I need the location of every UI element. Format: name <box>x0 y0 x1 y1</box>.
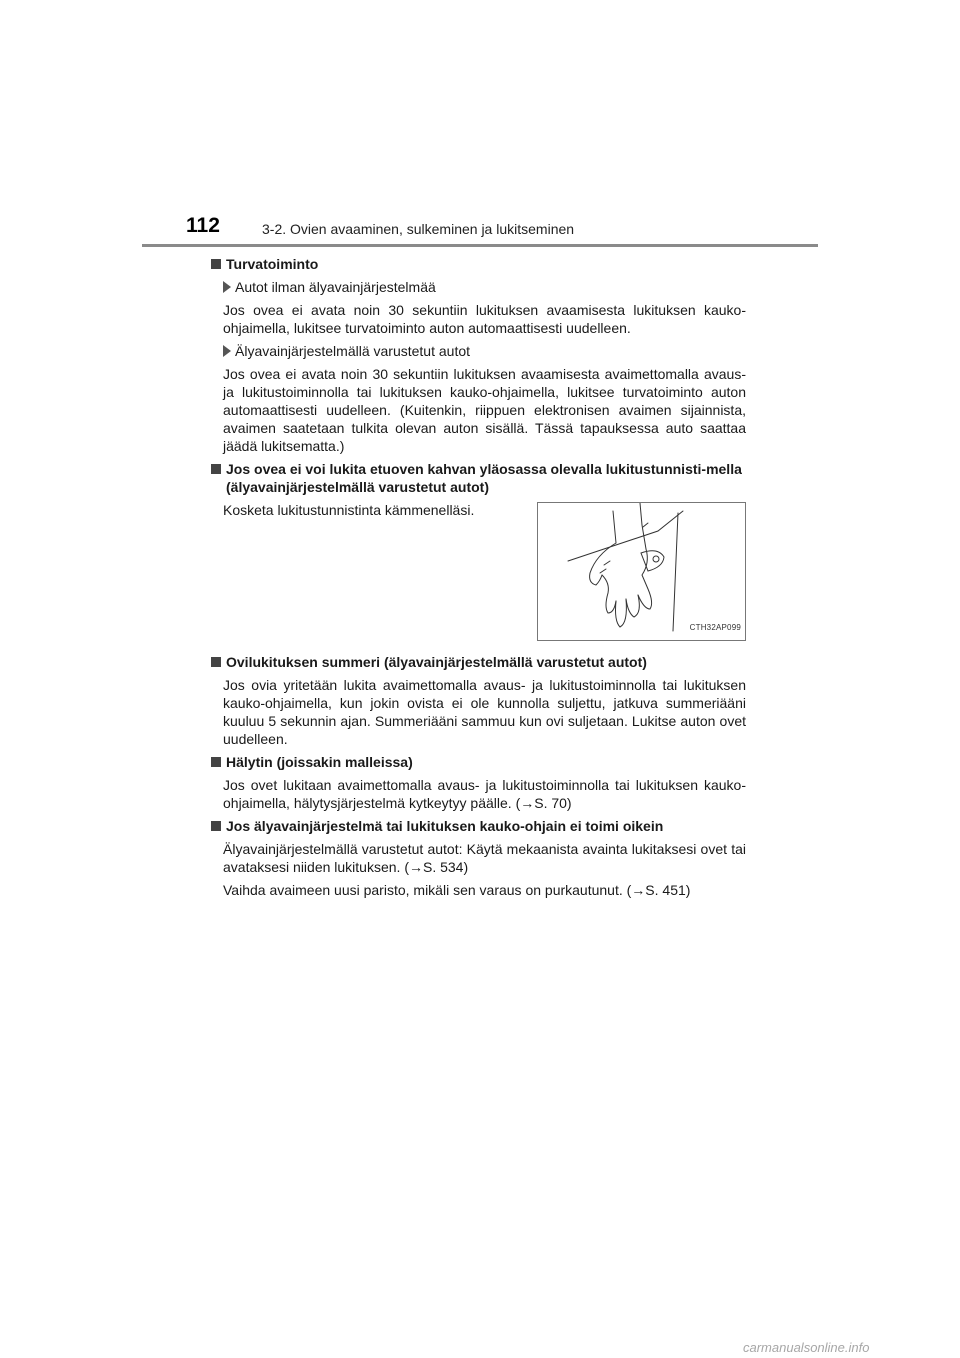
page-content <box>210 255 746 904</box>
triangle-bullet-icon <box>223 281 231 293</box>
triangle-bullet-icon <box>223 345 231 357</box>
square-bullet-icon <box>211 657 221 667</box>
section-halytin <box>210 753 746 812</box>
heading-text: Hälytin (joissakin malleissa) <box>226 754 413 770</box>
square-bullet-icon <box>211 464 221 474</box>
page-number: 112 <box>186 214 220 237</box>
heading-text: Ovilukituksen summeri (älyavainjärjestelmällä varustetut autot) <box>226 654 647 670</box>
heading-text: Jos älyavainjärjestelmä tai lukituksen kauko-ohjain ei toimi oikein <box>226 818 664 834</box>
subsection-label <box>223 278 746 296</box>
chapter-title: 3-2. Ovien avaaminen, sulkeminen ja lukitseminen <box>262 221 575 237</box>
subsection-label-text: Autot ilman älyavainjärjestelmää <box>235 279 436 295</box>
section-turvatoiminto <box>210 255 746 455</box>
section-summeri <box>210 653 746 748</box>
paragraph: Kosketa lukitustunnistinta kämmenelläsi. <box>223 502 475 518</box>
section-lukitustunnistin <box>210 460 746 641</box>
section-heading <box>210 460 746 496</box>
subsection-label-text: Älyavainjärjestelmällä varustetut autot <box>235 343 471 359</box>
square-bullet-icon <box>211 821 221 831</box>
paragraph: Jos ovea ei avata noin 30 sekuntiin lukituksen avaamisesta lukituksen kauko-ohjaimella, lukitsee turvatoiminto auton automaattisesti uudelleen. <box>223 302 746 336</box>
section-heading <box>210 817 746 835</box>
hand-on-door-handle-illustration <box>537 502 746 641</box>
header-divider <box>142 244 818 247</box>
paragraph: Jos ovea ei avata noin 30 sekuntiin lukituksen avaamisesta avaimettomalla avaus- ja lukitustoiminnolla tai lukituksen kauko-ohjaimella, lukitsee turvatoiminto auton automaattisesti uudelleen. (Kuitenkin, riippuen elektronisen avaimen sijainnista, avaimen saatetaan tulkita olevan auton sisällä. Tässä tapauksessa auto saattaa jäädä lukitsematta.) <box>223 366 746 454</box>
paragraph: Älyavainjärjestelmällä varustetut autot: Käytä mekaanista avainta lukitaksesi ovet tai avataksesi niiden lukituksen. (→S. 534) <box>223 841 746 875</box>
heading-text: Jos ovea ei voi lukita etuoven kahvan yläosassa olevalla lukitustunnisti-mella (älyavainjärjestelmällä varustetut autot) <box>226 461 742 495</box>
heading-text: Turvatoiminto <box>226 256 319 272</box>
square-bullet-icon <box>211 259 221 269</box>
section-vianmaaritys <box>210 817 746 899</box>
paragraph: Jos ovia yritetään lukita avaimettomalla avaus- ja lukitustoiminnolla tai lukituksen kauko-ohjaimella, kun jokin ovista ei ole kunnolla suljettu, jatkuva summeriääni kuuluu 5 sekunnin ajan. Summeriääni sammuu kun ovi suljetaan. Lukitse auton ovet uudelleen. <box>223 677 746 747</box>
watermark: carmanualsonline.info <box>743 1340 870 1355</box>
figure-code: CTH32AP099 <box>689 623 741 632</box>
figure-row <box>223 501 746 641</box>
square-bullet-icon <box>211 757 221 767</box>
section-heading <box>210 255 746 273</box>
section-heading <box>210 653 746 671</box>
paragraph: Vaihda avaimeen uusi paristo, mikäli sen varaus on purkautunut. (→S. 451) <box>223 882 691 898</box>
paragraph: Jos ovet lukitaan avaimettomalla avaus- ja lukitustoiminnolla tai lukituksen kauko-ohjaimella, hälytysjärjestelmä kytkeytyy päälle. (→S. 70) <box>223 777 746 811</box>
section-heading <box>210 753 746 771</box>
subsection-label <box>223 342 746 360</box>
